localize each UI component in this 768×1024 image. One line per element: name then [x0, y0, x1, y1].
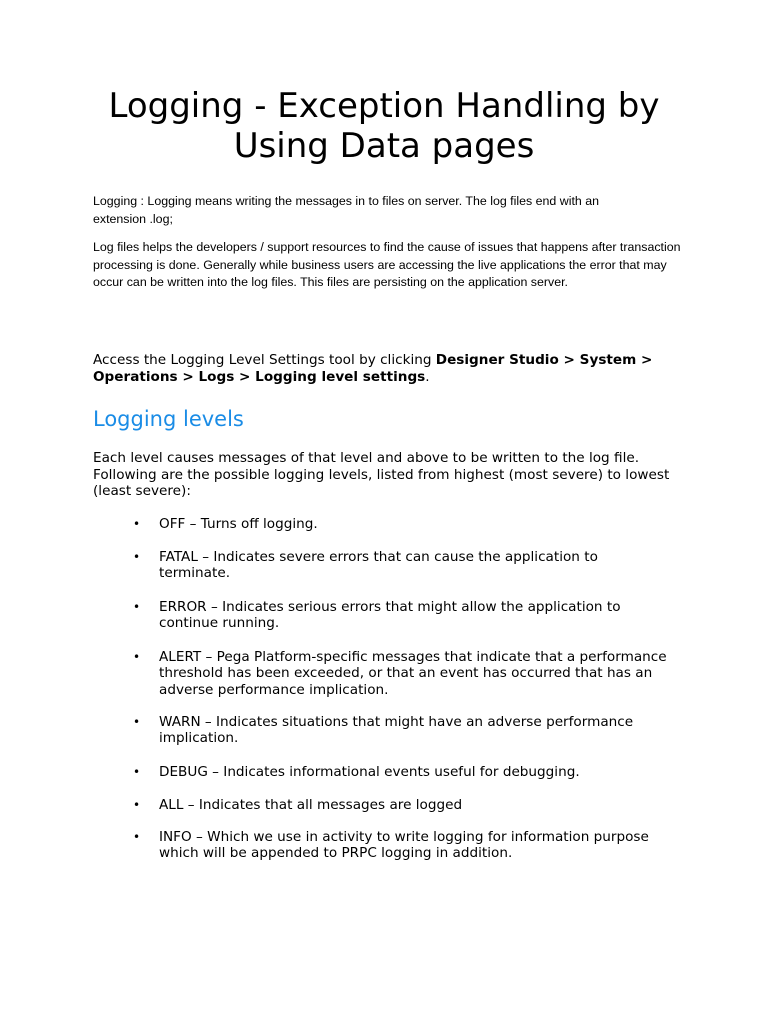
section-heading-logging-levels: Logging levels — [93, 407, 244, 431]
intro-paragraph-logging-definition: Logging : Logging means writing the messages in to files on server. The log files end with an extension .log; — [93, 194, 600, 226]
level-error: ERROR – Indicates serious errors that might allow the application to continue running. — [159, 599, 621, 632]
bullet-icon: • — [133, 765, 141, 779]
bullet-icon: • — [133, 715, 141, 729]
bullet-icon: • — [133, 650, 141, 664]
level-off: OFF – Turns off logging. — [159, 516, 318, 532]
level-fatal: FATAL – Indicates severe errors that can cause the application to terminate. — [159, 549, 598, 582]
access-suffix: . — [425, 368, 430, 385]
list-item — [133, 714, 673, 747]
bullet-icon: • — [133, 517, 141, 531]
level-alert: ALERT – Pega Platform-specific messages that indicate that a performance threshold has been exceeded, or that an event has occurred that has an adverse performance implication. — [159, 649, 667, 698]
intro-paragraph-log-files-purpose: Log files helps the developers / support resources to find the cause of issues that happens after transaction processing is done. Generally while business users are accessing the live applications the error that may occur can be written into the log files. This files are persisting on the application server. — [93, 240, 681, 289]
level-debug: DEBUG – Indicates informational events useful for debugging. — [159, 764, 580, 780]
access-menu-path: Designer Studio > System > Operations > Logs > Logging level settings — [93, 352, 653, 385]
level-warn: WARN – Indicates situations that might have an adverse performance implication. — [159, 714, 634, 747]
bullet-icon: • — [133, 830, 141, 844]
list-item — [133, 549, 673, 582]
level-all: ALL – Indicates that all messages are logged — [159, 797, 463, 813]
list-item — [133, 516, 673, 532]
logging-levels-intro: Each level causes messages of that level and above to be written to the log file. Following are the possible logging levels, listed from highest (most severe) to lowest (least severe): — [93, 450, 670, 499]
bullet-icon: • — [133, 600, 141, 614]
list-item — [133, 764, 673, 780]
level-info: INFO – Which we use in activity to write logging for information purpose which will be appended to PRPC logging in addition. — [159, 829, 649, 862]
list-item — [133, 599, 673, 632]
document-title: Logging - Exception Handling by Using Data pages — [108, 86, 660, 166]
access-instructions — [93, 352, 673, 385]
bullet-icon: • — [133, 550, 141, 564]
bullet-icon: • — [133, 798, 141, 812]
list-item — [133, 829, 673, 862]
list-item — [133, 797, 673, 813]
list-item — [133, 649, 673, 698]
access-prefix: Access the Logging Level Settings tool by clicking — [93, 352, 436, 368]
